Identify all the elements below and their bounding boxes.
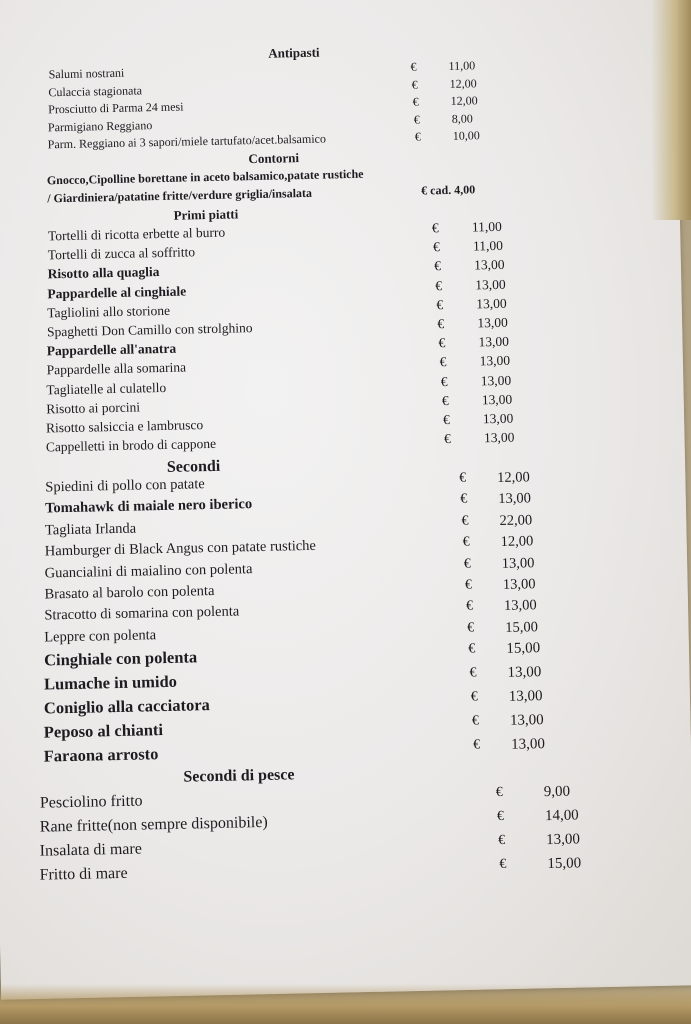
contorni-price-note: € cad. 4,00 <box>421 182 476 198</box>
secondi-item-price: 13,00 <box>498 490 532 508</box>
secondi-item-name: Faraona arrosto <box>43 744 159 766</box>
primi-item-name: Risotto salsiccia e lambrusco <box>45 417 204 436</box>
antipasti-item-name: Salumi nostrani <box>48 65 125 82</box>
primi-item-name: Pappardelle alla somarina <box>46 359 187 378</box>
secondi-item-price: 13,00 <box>501 554 535 572</box>
pesce-item-currency: € <box>495 784 503 801</box>
section-title-contorni: Contorni <box>248 150 300 167</box>
primi-item-price: 11,00 <box>471 218 502 235</box>
pesce-item-name: Pesciolino fritto <box>39 792 143 812</box>
antipasti-item-price: 10,00 <box>452 128 480 144</box>
antipasti-item-price: 11,00 <box>448 58 476 73</box>
contorni-text-1: Gnocco,Cipolline borettane in aceto balsamico,patate rustiche <box>46 166 364 188</box>
primi-item-name: Tagliatelle al culatello <box>46 379 167 398</box>
primi-item-name: Tortelli di zucca al soffritto <box>47 244 196 263</box>
primi-item-name: Spaghetti Don Camillo con strolghino <box>46 320 253 340</box>
primi-item-price: 13,00 <box>475 276 506 293</box>
primi-item-currency: € <box>440 373 448 389</box>
secondi-item-name: Coniglio alla cacciatora <box>43 695 210 718</box>
secondi-item-price: 13,00 <box>507 664 542 682</box>
primi-item-price: 13,00 <box>483 429 515 446</box>
secondi-item-price: 15,00 <box>506 640 541 658</box>
antipasti-item-name: Parm. Reggiano ai 3 sapori/miele tartufato/acet.balsamico <box>47 131 327 152</box>
primi-item-price: 13,00 <box>480 372 512 388</box>
antipasti-item-name: Prosciutto di Parma 24 mesi <box>48 99 184 117</box>
secondi-item-price: 12,00 <box>500 533 534 551</box>
primi-item-name: Risotto alla quaglia <box>47 264 160 282</box>
secondi-item-name: Tagliata Irlanda <box>44 520 137 539</box>
secondi-item-name: Brasato al barolo con polenta <box>44 582 215 603</box>
secondi-item-price: 22,00 <box>499 512 533 529</box>
secondi-item-currency: € <box>464 577 473 593</box>
secondi-item-name: Lumache in umido <box>43 671 178 694</box>
contorni-text-2: / Giardiniera/patatine fritte/verdure grigliа/insalata <box>47 185 313 206</box>
pesce-item-price: 13,00 <box>546 831 581 849</box>
pesce-item-currency: € <box>498 832 506 849</box>
pesce-item-name: Insalata di mare <box>39 840 143 860</box>
secondi-item-currency: € <box>467 620 475 636</box>
antipasti-item-name: Parmigiano Reggiano <box>47 117 153 135</box>
primi-item-price: 13,00 <box>477 314 508 331</box>
secondi-item-price: 12,00 <box>497 469 530 487</box>
secondi-item-currency: € <box>459 470 467 486</box>
pesce-item-price: 15,00 <box>547 855 582 873</box>
antipasti-item-currency: € <box>414 129 421 145</box>
primi-item-name: Tagliolini allo storione <box>47 302 171 321</box>
secondi-item-price: 13,00 <box>502 576 536 593</box>
secondi-item-currency: € <box>469 665 477 681</box>
antipasti-item-currency: € <box>410 59 417 74</box>
secondi-item-name: Hamburger di Black Angus con patate rustiche <box>44 538 317 560</box>
contorni-line-1 <box>47 167 364 189</box>
antipasti-item-price: 12,00 <box>449 75 477 91</box>
primi-item-currency: € <box>433 258 442 274</box>
primi-item-currency: € <box>443 431 451 447</box>
pesce-item-currency: € <box>499 856 507 873</box>
secondi-item-price: 13,00 <box>511 736 546 753</box>
primi-item-currency: € <box>431 220 439 236</box>
secondi-item-name: Leppre con polenta <box>44 626 157 646</box>
secondi-item-name: Spiedini di pollo con patate <box>45 476 205 496</box>
secondi-item-name: Tomahawk di maiale nero iberico <box>44 496 253 517</box>
primi-item-price: 13,00 <box>482 410 514 427</box>
primi-item-price: 13,00 <box>479 353 511 369</box>
primi-item-currency: € <box>438 335 446 351</box>
primi-item-name: Pappardelle all'anatra <box>46 340 177 359</box>
pesce-item-currency: € <box>496 808 505 825</box>
secondi-item-currency: € <box>462 534 470 550</box>
primi-item-currency: € <box>437 316 445 332</box>
antipasti-item-price: 12,00 <box>450 93 478 109</box>
primi-item-name: Tortelli di ricotta erbette al burro <box>47 224 226 244</box>
secondi-item-currency: € <box>461 513 469 529</box>
primi-item-price: 13,00 <box>478 333 510 350</box>
secondi-item-name: Guancialini di maialino con polenta <box>44 560 253 582</box>
pesce-item-name: Fritto di mare <box>39 864 128 884</box>
secondi-item-name: Stracotto di somarina con polenta <box>44 603 240 624</box>
primi-item-currency: € <box>441 392 449 408</box>
secondi-item-currency: € <box>463 556 471 572</box>
pesce-item-price: 9,00 <box>543 783 571 801</box>
secondi-item-price: 13,00 <box>503 597 537 615</box>
antipasti-item-currency: € <box>411 77 418 92</box>
contorni-price <box>421 182 475 198</box>
secondi-item-currency: € <box>468 641 476 657</box>
antipasti-item-currency: € <box>412 94 419 109</box>
pesce-item-price: 14,00 <box>544 807 579 825</box>
antipasti-item-currency: € <box>413 112 420 127</box>
primi-item-name: Cappelletti in brodo di cappone <box>45 436 217 455</box>
primi-item-price: 13,00 <box>481 391 513 408</box>
secondi-item-currency: € <box>470 689 478 705</box>
contorni-line-2 <box>47 186 312 207</box>
primi-item-currency: € <box>435 277 443 293</box>
section-title-secondi: Secondi <box>166 457 221 476</box>
pesce-item-name: Rane fritte(non sempre disponibile) <box>39 813 268 836</box>
secondi-item-name: Cinghiale con polenta <box>43 647 198 670</box>
primi-item-currency: € <box>432 239 440 255</box>
primi-item-name: Risotto ai porcini <box>46 399 141 417</box>
primi-item-price: 11,00 <box>472 238 504 254</box>
secondi-item-currency: € <box>460 492 468 508</box>
primi-item-currency: € <box>442 411 450 428</box>
secondi-item-currency: € <box>465 598 474 615</box>
secondi-item-price: 13,00 <box>508 688 543 706</box>
section-title-antipasti: Antipasti <box>268 44 320 61</box>
primi-item-name: Pappardelle al cinghiale <box>47 283 187 301</box>
secondi-item-name: Peposo al chianti <box>43 720 164 742</box>
secondi-item-price: 13,00 <box>509 712 544 729</box>
antipasti-item-price: 8,00 <box>451 111 473 126</box>
primi-item-currency: € <box>439 354 447 370</box>
secondi-item-currency: € <box>471 713 480 729</box>
primi-item-price: 13,00 <box>473 257 505 273</box>
primi-item-price: 13,00 <box>476 295 507 312</box>
primi-item-currency: € <box>436 296 444 313</box>
secondi-item-price: 15,00 <box>505 618 539 636</box>
section-title-pesce: Secondi di pesce <box>183 766 295 786</box>
antipasti-item-name: Culaccia stagionata <box>48 82 143 99</box>
secondi-item-currency: € <box>473 737 481 753</box>
section-title-primi: Primi piatti <box>173 206 239 223</box>
